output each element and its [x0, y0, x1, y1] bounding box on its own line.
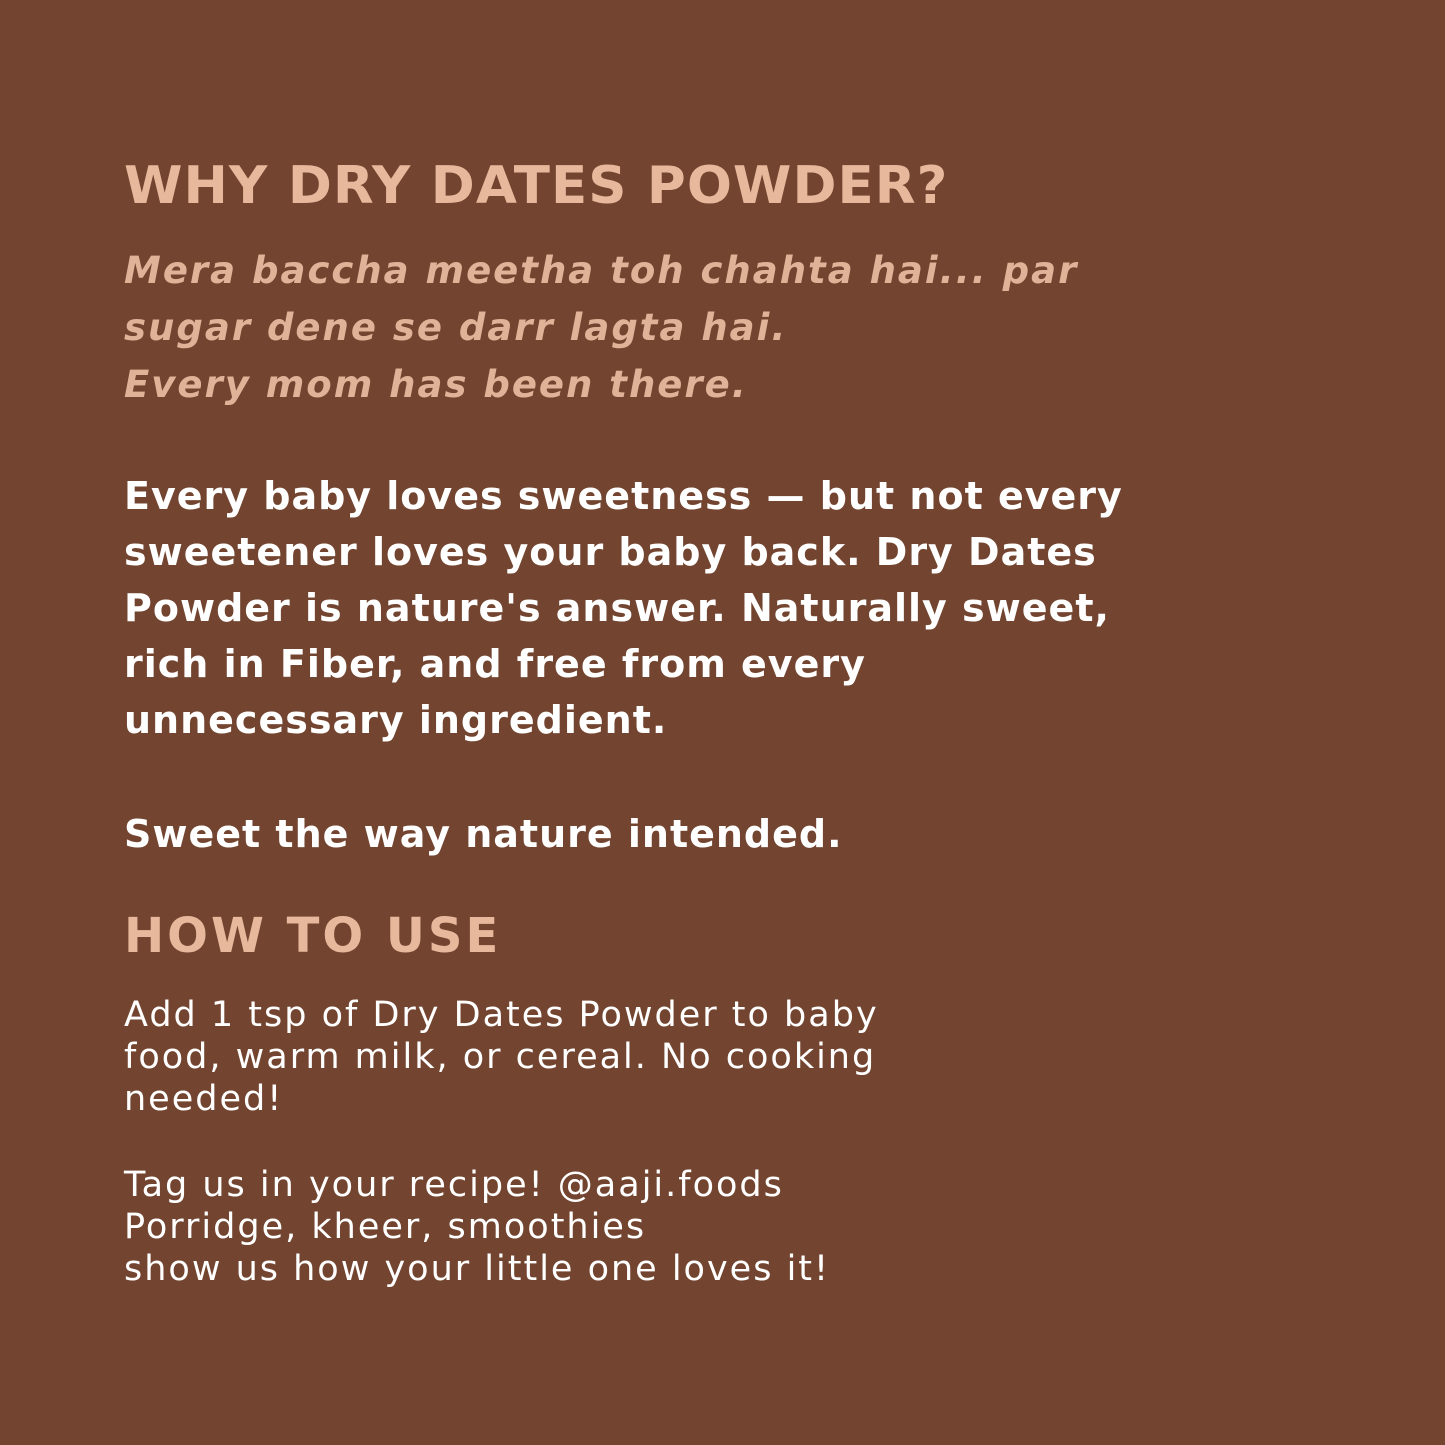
intro-line: rich in Fiber, and free from every [124, 642, 866, 686]
usage-line: needed! [124, 1079, 284, 1119]
usage-line: food, warm milk, or cereal. No cooking [124, 1037, 877, 1077]
usage-instructions [124, 994, 879, 1120]
why-heading: WHY DRY DATES POWDER? [124, 156, 949, 216]
quote-line: Mera baccha meetha toh chahta hai... par [124, 249, 1079, 292]
tag-line: Porridge, kheer, smoothies [124, 1207, 647, 1247]
social-tag-note [124, 1164, 830, 1290]
tag-line: show us how your little one loves it! [124, 1249, 831, 1289]
quote-line: sugar dene se darr lagta hai. [124, 306, 788, 349]
intro-paragraph [124, 468, 1224, 748]
intro-line: Powder is nature's answer. Naturally sweet, [124, 586, 1110, 630]
intro-line: Every baby loves sweetness — but not every [124, 474, 1123, 518]
usage-line: Add 1 tsp of Dry Dates Powder to baby [124, 995, 879, 1035]
tag-line: Tag us in your recipe! @aaji.foods [124, 1165, 784, 1205]
mom-quote [124, 242, 1224, 413]
intro-line: sweetener loves your baby back. Dry Dates [124, 530, 1097, 574]
intro-line: unnecessary ingredient. [124, 698, 668, 742]
how-to-use-heading: HOW TO USE [124, 908, 502, 964]
tagline: Sweet the way nature intended. [124, 812, 843, 856]
quote-line: Every mom has been there. [124, 363, 748, 406]
